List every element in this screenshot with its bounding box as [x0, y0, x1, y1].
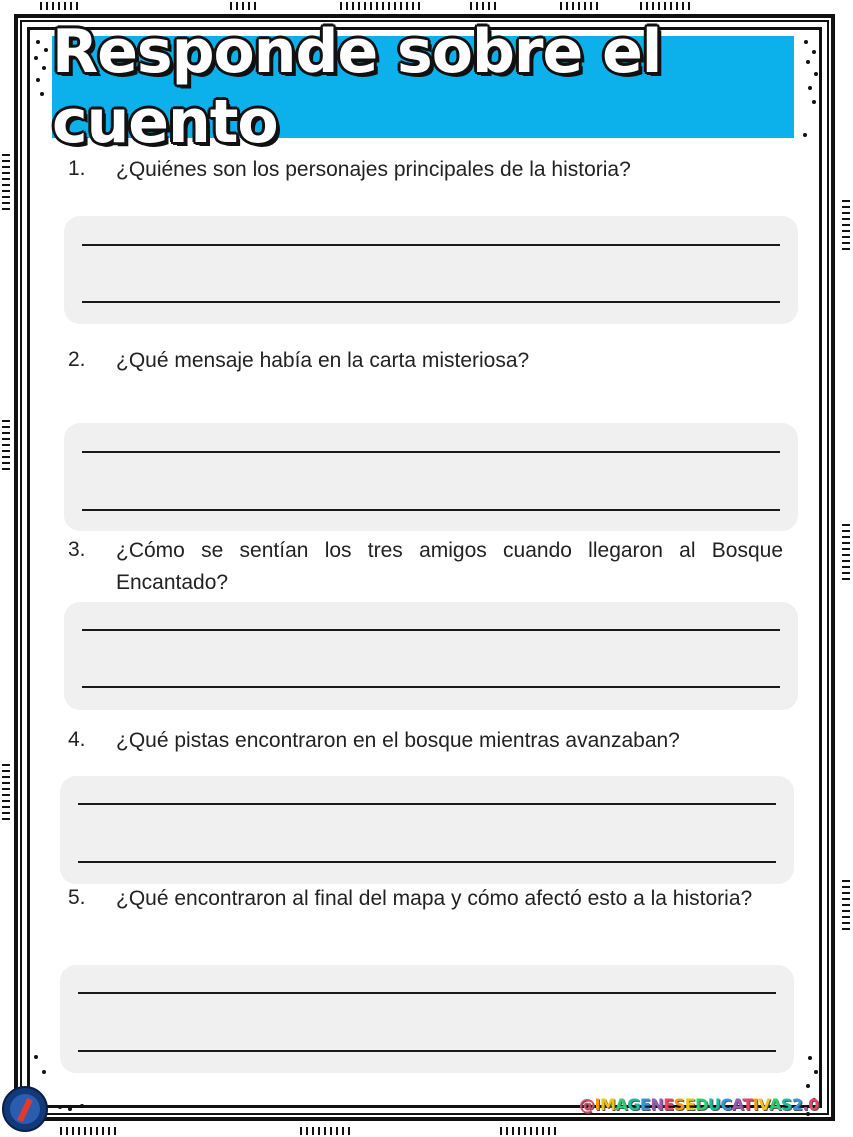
answer-line — [82, 451, 780, 453]
decor-dot — [808, 86, 812, 90]
answer-line — [78, 803, 776, 805]
answer-box[interactable] — [60, 776, 794, 884]
decor-dot — [808, 1056, 812, 1060]
border-hatch — [640, 2, 690, 10]
decor-dot — [42, 1070, 46, 1074]
decor-dot — [812, 100, 816, 104]
border-hatch — [230, 2, 260, 10]
decor-dot — [806, 60, 810, 64]
question-number: 5. — [68, 886, 86, 909]
decor-dot — [58, 1105, 62, 1109]
border-hatch — [842, 880, 850, 930]
answer-box[interactable] — [64, 216, 798, 324]
question-text: ¿Cómo se sentían los tres amigos cuando llegaron al Bosque Encantado? — [116, 539, 783, 594]
answer-box[interactable] — [60, 965, 794, 1073]
decor-dot — [36, 78, 40, 82]
answer-line — [78, 992, 776, 994]
watermark-text: @IMAGENESEDUCATIVAS2.0 — [579, 1095, 819, 1114]
question-text: ¿Quiénes son los personajes principales de la historia? — [116, 158, 631, 181]
answer-box[interactable] — [64, 602, 798, 710]
decor-dot — [68, 1107, 72, 1111]
decor-dot — [80, 1104, 84, 1108]
border-hatch — [842, 520, 850, 580]
question-number: 1. — [68, 157, 86, 180]
question-number: 4. — [68, 728, 86, 751]
answer-box[interactable] — [64, 423, 798, 531]
question-number: 3. — [68, 538, 86, 561]
answer-line — [78, 1050, 776, 1052]
question-text: ¿Qué mensaje había en la carta misteriosa? — [116, 349, 530, 372]
question-text: ¿Qué encontraron al final del mapa y cómo afectó esto a la historia? — [116, 887, 753, 910]
answer-line — [82, 244, 780, 246]
answer-line — [82, 686, 780, 688]
decor-dot — [804, 40, 808, 44]
pencil-logo-icon — [2, 1086, 48, 1132]
title-banner — [52, 17, 794, 157]
decor-dot — [812, 50, 816, 54]
question-number: 2. — [68, 348, 86, 371]
page-title: Responde sobre el cuento — [52, 17, 662, 157]
border-hatch — [842, 200, 850, 250]
answer-line — [78, 861, 776, 863]
border-hatch — [2, 760, 10, 820]
answer-line — [82, 509, 780, 511]
border-hatch — [560, 2, 600, 10]
answer-line — [82, 629, 780, 631]
question-text: ¿Qué pistas encontraron en el bosque mientras avanzaban? — [116, 729, 680, 752]
decor-dot — [34, 56, 38, 60]
border-hatch — [40, 2, 80, 10]
decor-dot — [44, 48, 48, 52]
decor-dot — [42, 66, 46, 70]
border-hatch — [500, 1127, 560, 1135]
watermark-handle — [579, 1095, 819, 1114]
border-hatch — [470, 2, 500, 10]
decor-dot — [36, 40, 40, 44]
decor-dot — [814, 1070, 818, 1074]
border-hatch — [2, 420, 10, 470]
border-hatch — [300, 1127, 350, 1135]
border-hatch — [2, 150, 10, 210]
decor-dot — [814, 72, 818, 76]
decor-dot — [803, 133, 807, 137]
decor-dot — [40, 92, 44, 96]
border-hatch — [60, 1127, 120, 1135]
decor-dot — [806, 1084, 810, 1088]
border-hatch — [340, 2, 420, 10]
answer-line — [82, 301, 780, 303]
decor-dot — [34, 1055, 38, 1059]
